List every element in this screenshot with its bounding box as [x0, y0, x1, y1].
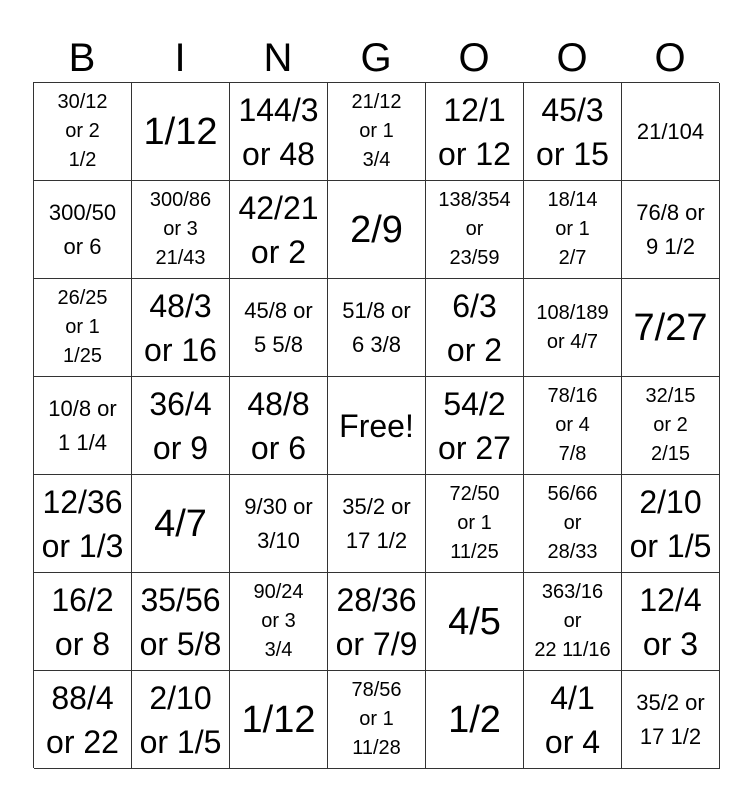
- bingo-cell: 300/86 or 3 21/43: [132, 181, 230, 279]
- bingo-cell: 21/104: [622, 83, 720, 181]
- header-letter: O: [458, 36, 490, 80]
- bingo-cell: 28/36 or 7/9: [328, 573, 426, 671]
- bingo-cell: 1/2: [426, 671, 524, 769]
- bingo-cell: 32/15 or 2 2/15: [622, 377, 720, 475]
- bingo-cell: 78/56 or 1 11/28: [328, 671, 426, 769]
- bingo-cell: 88/4 or 22: [34, 671, 132, 769]
- bingo-cell: 12/4 or 3: [622, 573, 720, 671]
- bingo-cell: 90/24 or 3 3/4: [230, 573, 328, 671]
- bingo-cell: 72/50 or 1 11/25: [426, 475, 524, 573]
- bingo-cell: 12/1 or 12: [426, 83, 524, 181]
- header-letter: G: [360, 36, 392, 80]
- bingo-cell: 1/12: [230, 671, 328, 769]
- header-letter: O: [556, 36, 588, 80]
- header-letter: B: [68, 36, 96, 80]
- bingo-cell: 21/12 or 1 3/4: [328, 83, 426, 181]
- bingo-cell: 12/36 or 1/3: [34, 475, 132, 573]
- bingo-cell: 4/1 or 4: [524, 671, 622, 769]
- bingo-cell: 42/21 or 2: [230, 181, 328, 279]
- bingo-cell: 2/10 or 1/5: [132, 671, 230, 769]
- header-letter: I: [174, 36, 186, 80]
- bingo-cell: 35/2 or 17 1/2: [622, 671, 720, 769]
- free-space-cell: Free!: [328, 377, 426, 475]
- bingo-cell: 300/50 or 6: [34, 181, 132, 279]
- bingo-cell: 30/12 or 2 1/2: [34, 83, 132, 181]
- bingo-cell: 78/16 or 4 7/8: [524, 377, 622, 475]
- bingo-cell: 26/25 or 1 1/25: [34, 279, 132, 377]
- header-letter: N: [263, 36, 293, 80]
- bingo-cell: 35/56 or 5/8: [132, 573, 230, 671]
- bingo-cell: 7/27: [622, 279, 720, 377]
- bingo-cell: 45/8 or 5 5/8: [230, 279, 328, 377]
- bingo-cell: 51/8 or 6 3/8: [328, 279, 426, 377]
- bingo-cell: 4/7: [132, 475, 230, 573]
- bingo-cell: 16/2 or 8: [34, 573, 132, 671]
- bingo-cell: 2/10 or 1/5: [622, 475, 720, 573]
- bingo-cell: 35/2 or 17 1/2: [328, 475, 426, 573]
- bingo-cell: 108/189 or 4/7: [524, 279, 622, 377]
- bingo-cell: 1/12: [132, 83, 230, 181]
- bingo-cell: 363/16 or 22 11/16: [524, 573, 622, 671]
- bingo-cell: 76/8 or 9 1/2: [622, 181, 720, 279]
- bingo-cell: 138/354 or 23/59: [426, 181, 524, 279]
- bingo-cell: 9/30 or 3/10: [230, 475, 328, 573]
- bingo-cell: 48/8 or 6: [230, 377, 328, 475]
- bingo-cell: 4/5: [426, 573, 524, 671]
- bingo-cell: 18/14 or 1 2/7: [524, 181, 622, 279]
- bingo-cell: 10/8 or 1 1/4: [34, 377, 132, 475]
- bingo-cell: 54/2 or 27: [426, 377, 524, 475]
- bingo-cell: 144/3 or 48: [230, 83, 328, 181]
- bingo-cell: 48/3 or 16: [132, 279, 230, 377]
- bingo-cell: 36/4 or 9: [132, 377, 230, 475]
- bingo-grid: [33, 82, 719, 768]
- bingo-cell: 45/3 or 15: [524, 83, 622, 181]
- header-letter: O: [654, 36, 686, 80]
- bingo-cell: 2/9: [328, 181, 426, 279]
- bingo-header: [33, 34, 719, 82]
- bingo-cell: 56/66 or 28/33: [524, 475, 622, 573]
- bingo-cell: 6/3 or 2: [426, 279, 524, 377]
